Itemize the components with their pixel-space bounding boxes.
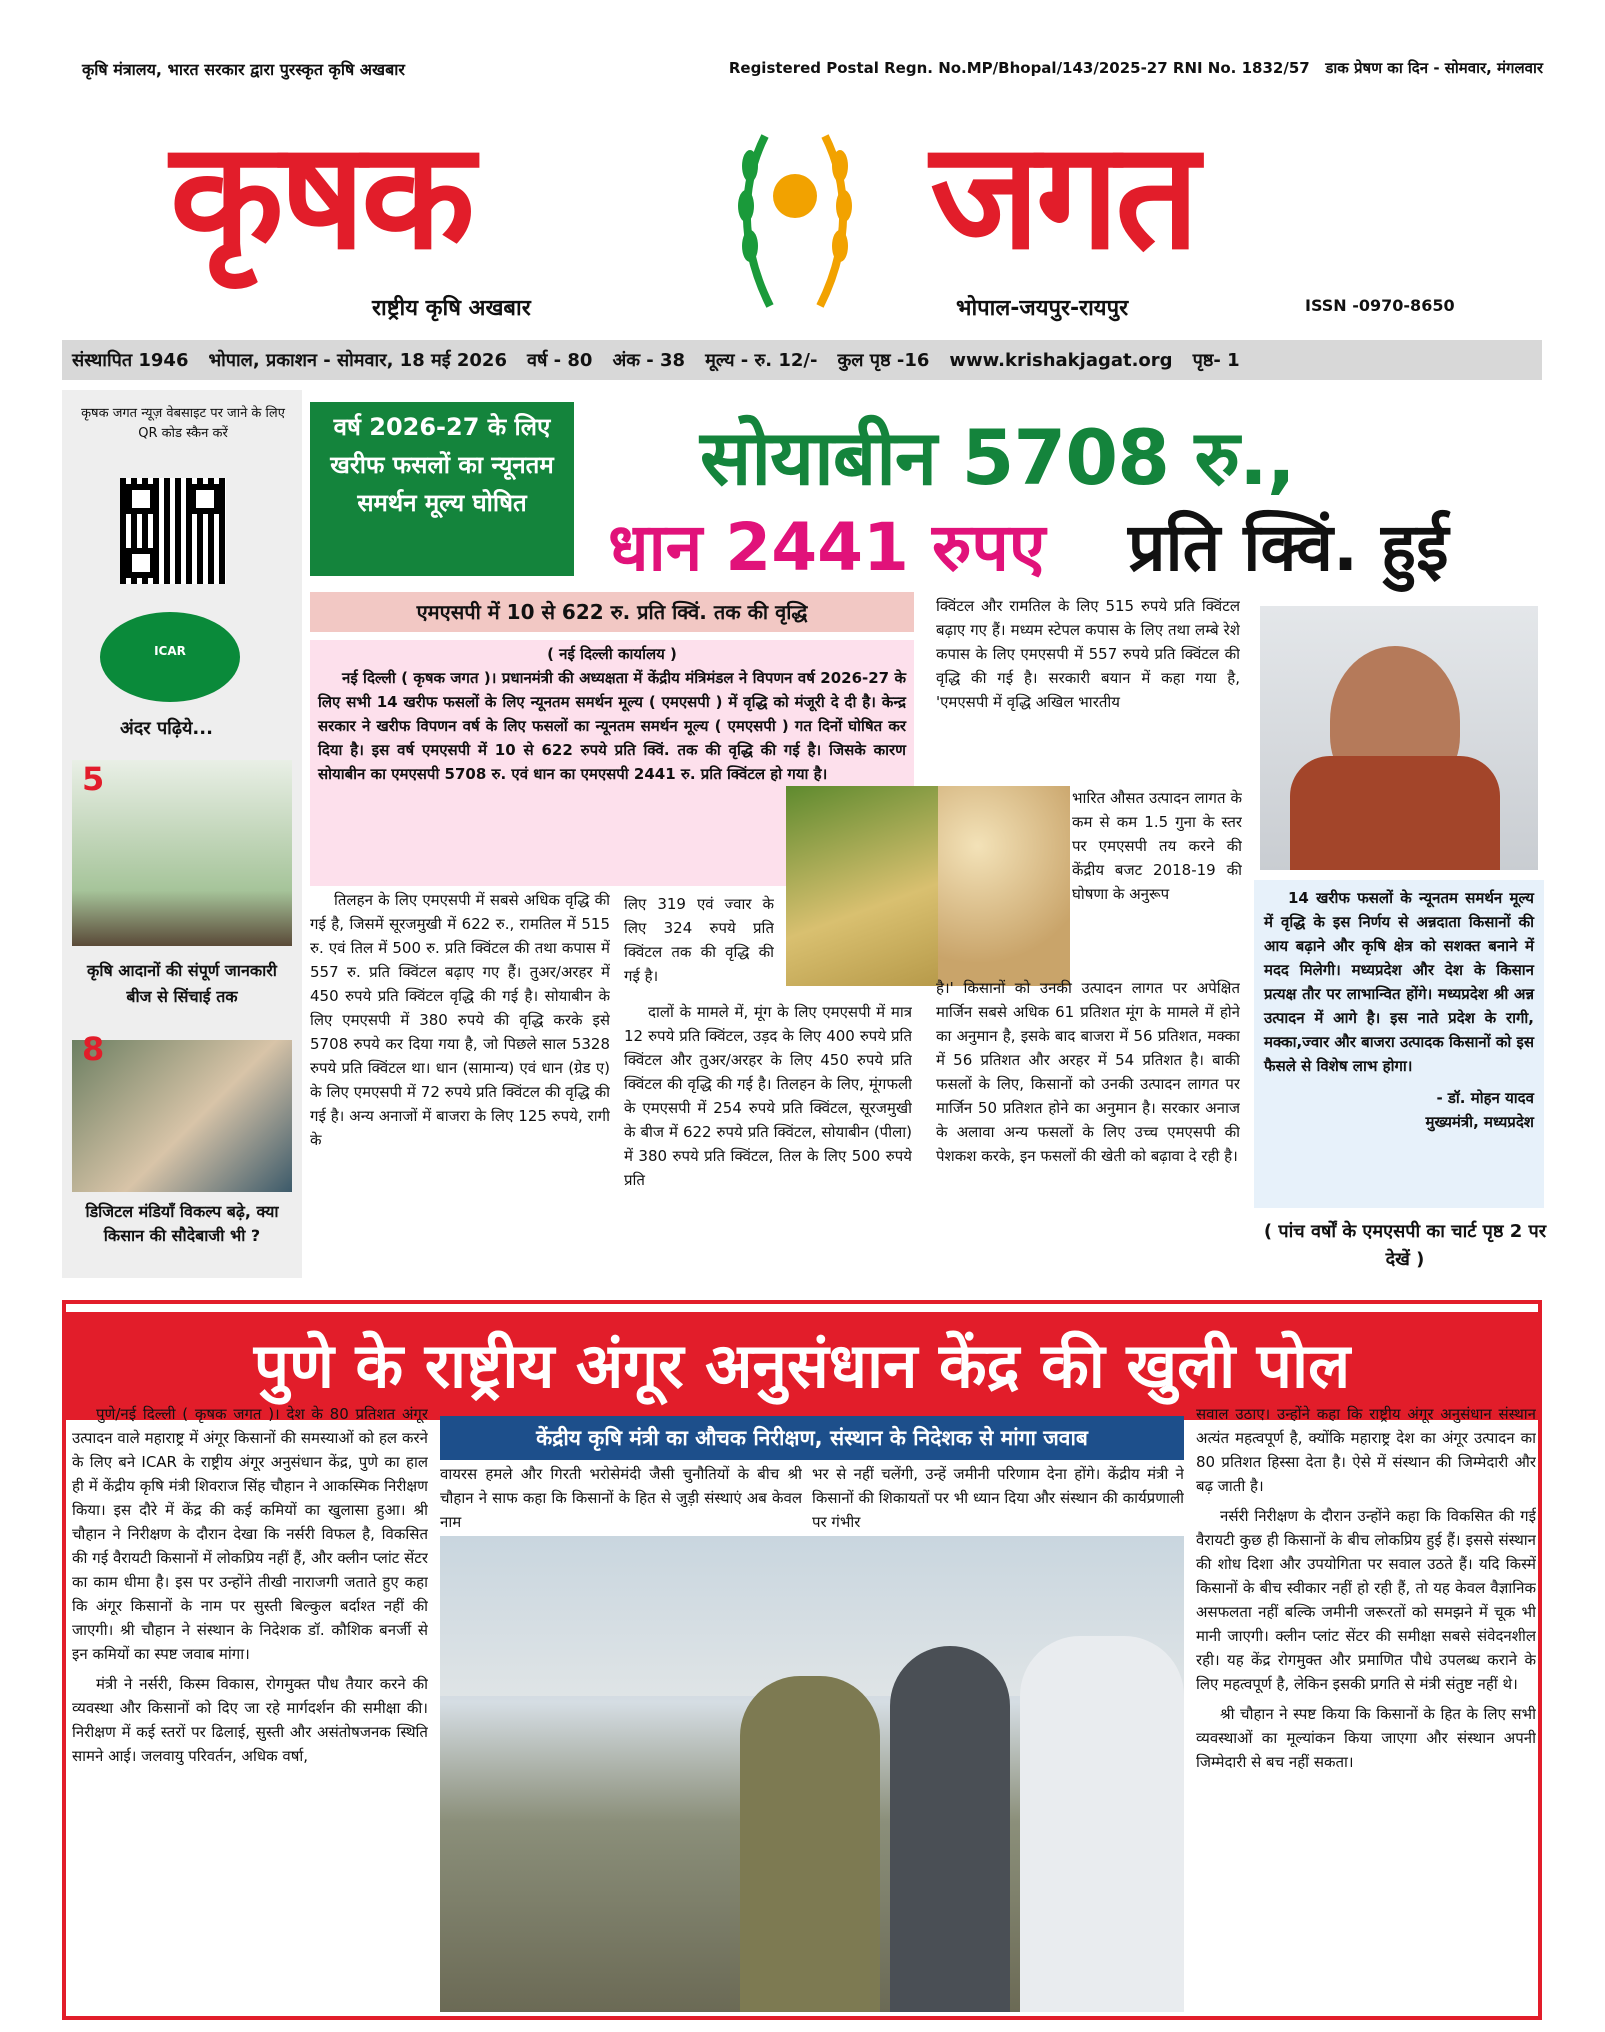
headline-line1: सोयाबीन 5708 रु.,: [700, 413, 1295, 502]
headline-line2-pink: धान 2441 रुपए: [608, 509, 1046, 586]
wheat-emblem-icon: [710, 126, 880, 316]
info-bar: [62, 340, 1542, 380]
tagline: राष्ट्रीय कृषि अखबार: [372, 296, 531, 321]
second-col1-text-2: मंत्री ने नर्सरी, किस्म विकास, रोगमुक्त पौध तैयार करने की व्यवस्था और किसानों को दिए जा रहे मार्गदर्शन की समीक्षा की। निरीक्षण में कई स्तरों पर ढिलाई, सुस्ती और असंतोषजनक स्थिति सामने आई। जलवायु परिवर्तन, अधिक वर्षा,: [72, 1675, 428, 1765]
lead-column-3: है।' किसानों को उनकी उत्पादन लागत पर अपेक्षित मार्जिन सबसे अधिक 61 प्रतिशत मूंग के मामले में होने का अनुमान है, इसके बाद बाजरा में 56 प्रतिशत, मक्का में 56 प्रतिशत और अरहर में 54 प्रतिशत है। बाकी फसलों के लिए, किसानों को उनकी उत्पादन लागत पर मार्जिन 50 प्रतिशत होने का अनुमान है। सरकार अनाज के अलावा अन्य फसलों के लिए उच्च एमएसपी की पेशकश करके, इन फसलों की खेती को बढ़ावा दे रही है।: [936, 979, 1240, 1165]
second-subhead: केंद्रीय कृषि मंत्री का औचक निरीक्षण, संस्थान के निदेशक से मांगा जवाब: [440, 1416, 1184, 1460]
minister-inspection-photo[interactable]: [440, 1536, 1184, 2012]
publication-date: भोपाल, प्रकाशन - सोमवार, 18 मई 2026: [208, 350, 507, 371]
icar-label: ICAR: [154, 644, 186, 658]
bureau-line: ( नई दिल्ली कार्यालय ): [547, 645, 677, 663]
second-column-2: वायरस हमले और गिरती भरोसेमंदी जैसी चुनौतियों के बीच श्री चौहान ने साफ कहा कि किसानों के हित से जुड़ी संस्थाएं अब केवल नाम: [440, 1465, 802, 1531]
cm-quote: 14 खरीफ फसलों के न्यूनतम समर्थन मूल्य में वृद्धि के इस निर्णय से अन्नदाता किसानों की आय बढ़ाने और कृषि क्षेत्र को सशक्त बनाने में मदद मिलेगी। मध्यप्रदेश और देश के किसान प्रत्यक्ष तौर पर लाभान्वित होंगे। मध्यप्रदेश श्री अन्न उत्पादन में आगे है। इस नाते प्रदेश के रागी, मक्का,ज्वार और बाजरा उत्पादक किसानों को इस फैसले से विशेष लाभ होगा।: [1264, 889, 1534, 1075]
second-column-3: भर से नहीं चलेंगी, उन्हें जमीनी परिणाम देना होंगे। केंद्रीय मंत्री ने किसानों की शिकायतों पर भी ध्यान दिया और संस्थान की कार्यप्रणाली पर गंभीर: [812, 1465, 1184, 1531]
paddy-photo[interactable]: [786, 786, 938, 986]
dispatch-day: डाक प्रेषण का दिन - सोमवार, मंगलवार: [1325, 59, 1543, 77]
lead-column-1: तिलहन के लिए एमएसपी में सबसे अधिक वृद्धि की गई है, जिसमें सूरजमुखी में 622 रु., रामतिल में 515 रु. एवं तिल में 500 रु. प्रति क्विंटल की तथा कपास में 557 रु. प्रति क्विंटल बढ़ाए गए हैं। तुअर/अरहर में 450 रुपये प्रति क्विंटल वृद्धि की गई है। सोयाबीन के लिए एमएसपी में 380 रुपये की वृद्धि करके इसे 5708 रुपये कर दिया गया है, जो पिछले साल 5328 रुपये प्रति क्विंटल था। धान (सामान्य) एवं धान (ग्रेड ए) के लिए एमएसपी में 72 रुपये प्रति क्विंटल की वृद्धि की गई है। अन्य अनाजों में बाजरा के लिए 125 रुपये, रागी के: [310, 891, 610, 1149]
lede-text: नई दिल्ली ( कृषक जगत )। प्रधानमंत्री की अध्यक्षता में केंद्रीय मंत्रिमंडल ने विपणन वर्ष 2026-27 के लिए सभी 14 खरीफ फसलों के लिए न्यूनतम समर्थन मूल्य ( एमएसपी ) में वृद्धि को मंजूरी दे दी है। केन्द्र सरकार ने खरीफ विपणन वर्ष के लिए फसलों का न्यूनतम समर्थन मूल्य ( एमएसपी ) गत दिनों घोषित कर दिया है। इस वर्ष एमएसपी में 10 से 622 रुपये प्रति क्विं. तक की वृद्धि की गई है। जिसके कारण सोयाबीन का एमएसपी 5708 रु. एवं धान का एमएसपी 2441 रु. प्रति क्विंटल हो गया है।: [318, 669, 906, 783]
newspaper-logo: [170, 106, 1450, 326]
cm-designation: मुख्यमंत्री, मध्यप्रदेश: [1425, 1113, 1534, 1131]
second-col4-text: सवाल उठाए। उन्होंने कहा कि राष्ट्रीय अंगूर अनुसंधान संस्थान अत्यंत महत्वपूर्ण है, क्योंकि महाराष्ट्र देश का अंगूर उत्पादन का 80 प्रतिशत हिस्सा देता है। ऐसे में संस्थान की जिम्मेदारी और बढ़ जाती है।: [1196, 1405, 1536, 1495]
price: मूल्य - रु. 12/-: [705, 350, 818, 371]
lead-column-3-top: क्विंटल और रामतिल के लिए 515 रुपये प्रति क्विंटल बढ़ाए गए हैं। मध्यम स्टेपल कपास के लिए तथा लम्बे रेशे कपास के लिए एमएसपी में 557 रुपये प्रति क्विंटल की वृद्धि की गई है। सरकारी बयान में कहा गया है, 'एमएसपी में वृद्धि अखिल भारतीय: [936, 597, 1240, 711]
second-headline: पुणे के राष्ट्रीय अंगूर अनुसंधान केंद्र की खुली पोल: [62, 1312, 1542, 1420]
second-column-4: [1196, 1402, 1536, 2012]
page-number: पृष्ठ- 1: [1192, 350, 1240, 371]
inside-heading: अंदर पढ़िये...: [120, 718, 213, 739]
second-col4-text-2: नर्सरी निरीक्षण के दौरान उन्होंने कहा कि विकसित की गई वैरायटी कुछ ही किसानों के बीच लोकप्रिय हुई हैं। इससे संस्थान की शोध दिशा और उपयोगिता पर सवाल उठते हैं। यदि किस्में किसानों के बीच स्वीकार नहीं हो रही हैं, तो यह केवल वैज्ञानिक असफलता नहीं बल्कि जमीनी जरूरतों को समझने में चूक भी मानी जाएगी। क्लीन प्लांट सेंटर की समीक्षा सबसे संवेदनशील रही। यह केंद्र रोगमुक्त और प्रमाणित पौधे उपलब्ध कराने के लिए महत्वपूर्ण है, लेकिन इसकी प्रगति से मंत्री संतुष्ट नहीं थे।: [1196, 1507, 1536, 1693]
website-link[interactable]: www.krishakjagat.org: [949, 349, 1173, 371]
cm-quote-box: [1254, 880, 1544, 1208]
founded: संस्थापित 1946: [72, 350, 189, 371]
logo-word-left: कृषक: [170, 110, 471, 282]
chief-minister-photo[interactable]: [1260, 606, 1538, 870]
chart-reference: ( पांच वर्षों के एमएसपी का चार्ट पृष्ठ 2 पर देखें ): [1263, 1221, 1547, 1270]
total-pages: कुल पृष्ठ -16: [837, 350, 930, 371]
item2-page-number: 8: [82, 1030, 105, 1068]
registration-line: [729, 58, 1543, 78]
second-col4-text-3: श्री चौहान ने स्पष्ट किया कि किसानों के हित के लिए सभी व्यवस्थाओं का मूल्यांकन किया जाएगा और संस्थान अपनी जिम्मेदारी से बच नहीं सकता।: [1196, 1705, 1536, 1771]
issue-number: अंक - 38: [612, 350, 686, 371]
kicker-box: वर्ष 2026-27 के लिए खरीफ फसलों का न्यूनतम समर्थन मूल्य घोषित: [310, 402, 574, 576]
second-col1-text: पुणे/नई दिल्ली ( कृषक जगत )। देश के 80 प्रतिशत अंगूर उत्पादन वाले महाराष्ट्र में अंगूर किसानों की समस्याओं को हल करने के लिए बने ICAR के राष्ट्रीय अंगूर अनुसंधान केंद्र, पुणे का हाल ही में केंद्रीय कृषि मंत्री शिवराज सिंह चौहान ने आकस्मिक निरीक्षण किया। इस दौरे में केंद्र की कई कमियों का खुलासा हुआ। श्री चौहान ने निरीक्षण के दौरान देखा कि नर्सरी विफल है, विकसित की गई वैरायटी किसानों में लोकप्रिय नहीं हैं, और क्लीन प्लांट सेंटर का काम धीमा है। इस पर उन्होंने तीखी नाराजगी जताते हुए कहा कि अंगूर किसानों के नाम पर सुस्ती बिल्कुल बर्दाश्त नहीं की जाएगी। श्री चौहान ने संस्थान के निदेशक डॉ. कौशिक बनर्जी से इन कमियों का स्पष्ट जवाब मांगा।: [72, 1405, 428, 1663]
item1-title[interactable]: कृषि आदानों की संपूर्ण जानकारी बीज से सिंचाई तक: [87, 961, 277, 1006]
award-line: कृषि मंत्रालय, भारत सरकार द्वारा पुरस्कृत कृषि अखबार: [82, 60, 405, 79]
editions: भोपाल-जयपुर-रायपुर: [956, 296, 1129, 321]
regn-number: Registered Postal Regn. No.MP/Bhopal/143/2025-27 RNI No. 1832/57: [728, 59, 1310, 77]
second-column-1: [72, 1402, 428, 2012]
lead-subhead: एमएसपी में 10 से 622 रु. प्रति क्विं. तक की वृद्धि: [310, 592, 914, 632]
seedling-photo[interactable]: [72, 760, 292, 946]
volume-year: वर्ष - 80: [526, 350, 593, 371]
lead-column-3-middle: भारित औसत उत्पादन लागत के कम से कम 1.5 गुना के स्तर पर एमएसपी तय करने की केंद्रीय बजट 2018-19 की घोषणा के अनुरूप: [1072, 789, 1242, 903]
issn: ISSN -0970-8650: [1305, 296, 1455, 315]
qr-code-icon[interactable]: [120, 478, 226, 584]
headline-line2-black: प्रति क्विं. हुई: [1128, 509, 1449, 586]
icar-award-logo: [100, 612, 240, 702]
lead-column-2: दालों के मामले में, मूंग के लिए एमएसपी में मात्र 12 रुपये प्रति क्विंटल, उड़द के लिए 400 रुपये प्रति क्विंटल और तुअर/अरहर के लिए 450 रुपये प्रति क्विंटल की वृद्धि की गई है। तिलहन के लिए, मूंगफली के एमएसपी में 254 रुपये प्रति क्विंटल, सूरजमुखी के बीज में 622 रुपये प्रति क्विंटल, सोयाबीन (पीला) में 380 रुपये प्रति क्विंटल, तिल के लिए 500 रुपये प्रति: [624, 1003, 912, 1189]
lead-column-2-top: लिए 319 एवं ज्वार के लिए 324 रुपये प्रति क्विंटल तक की वृद्धि की गई है।: [624, 895, 774, 985]
soybean-photo[interactable]: [938, 786, 1070, 986]
item2-title[interactable]: डिजिटल मंडियाँ विकल्प बढ़े, क्या किसान की सौदेबाजी भी ?: [85, 1202, 279, 1245]
farmer-enam-photo[interactable]: [72, 1040, 292, 1192]
cm-name: - डॉ. मोहन यादव: [1436, 1089, 1534, 1107]
item1-page-number: 5: [82, 760, 105, 798]
logo-word-right: जगत: [930, 110, 1196, 282]
qr-instruction: कृषक जगत न्यूज़ वेबसाइट पर जाने के लिए QR कोड स्कैन करें: [81, 406, 285, 441]
